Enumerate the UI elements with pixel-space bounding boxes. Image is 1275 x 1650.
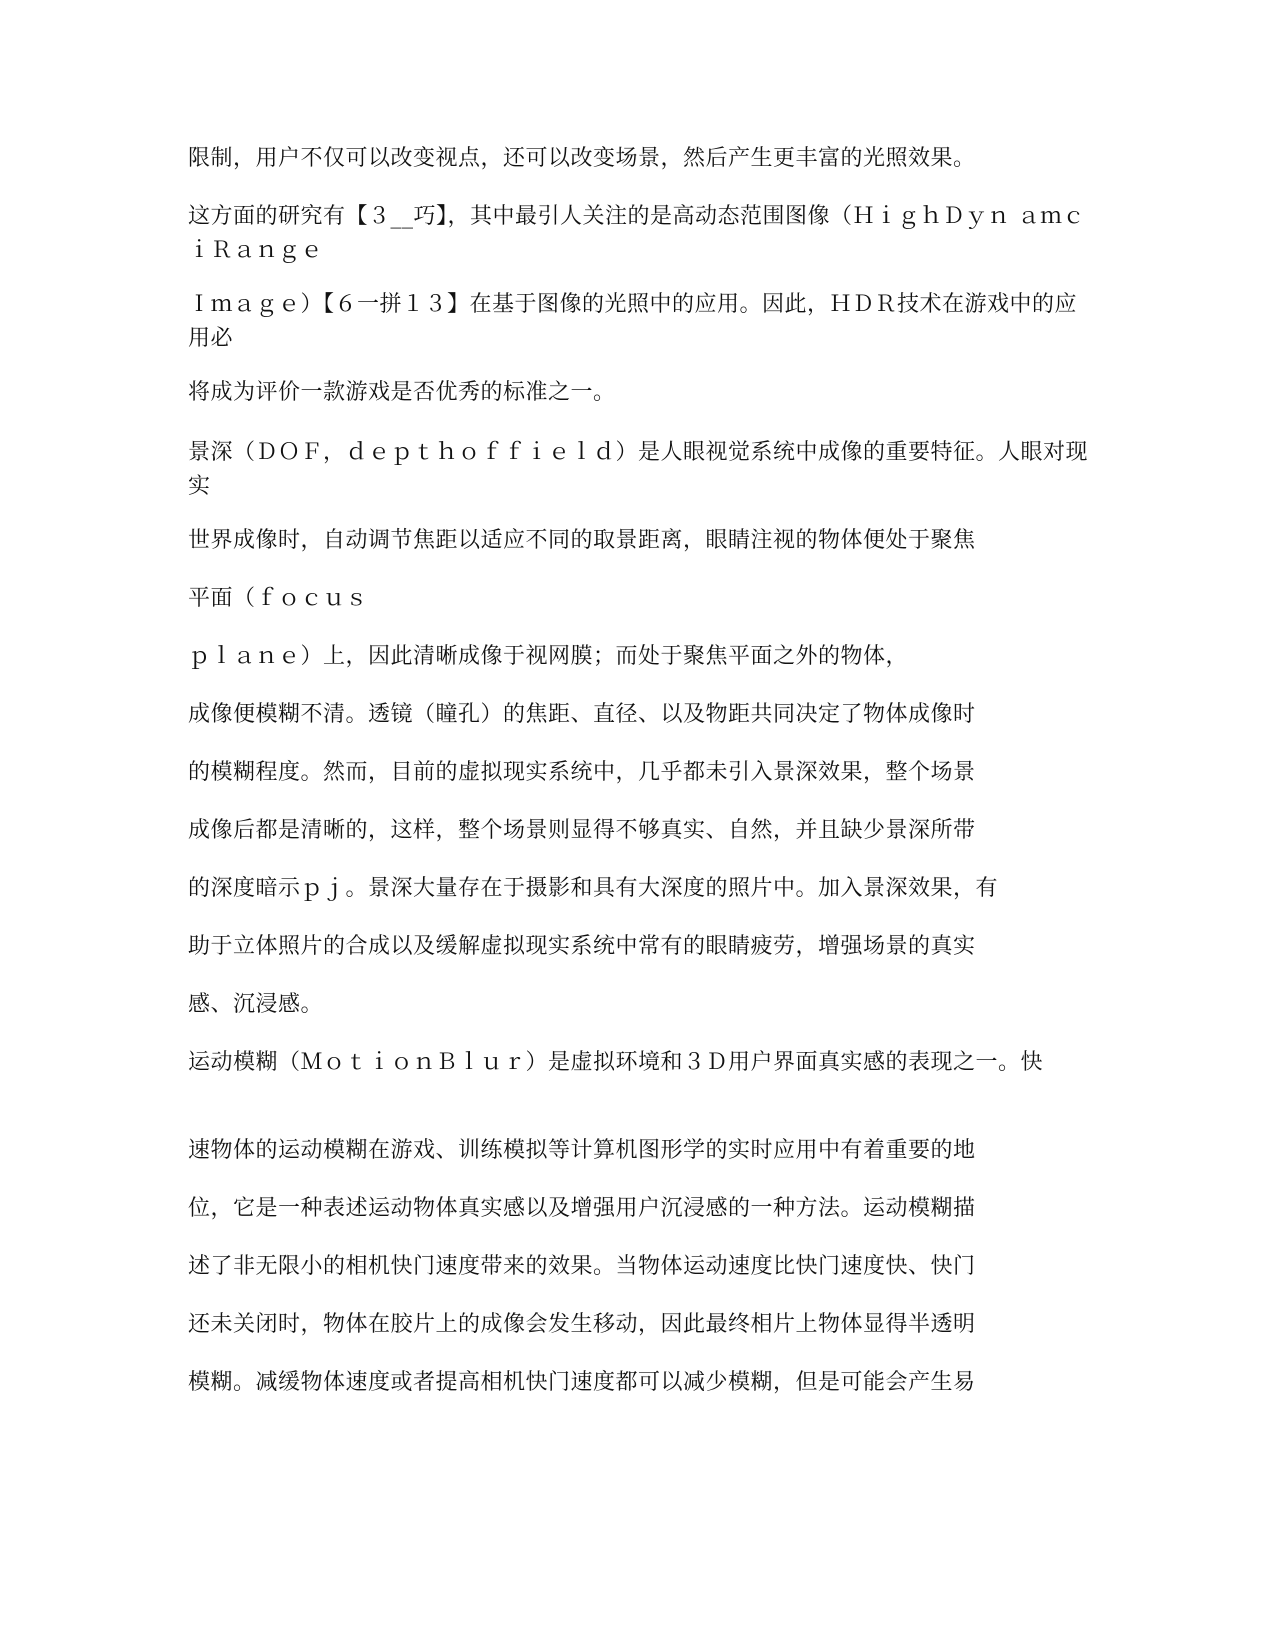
text-line: 速物体的运动模糊在游戏、训练模拟等计算机图形学的实时应用中有着重要的地: [188, 1138, 976, 1163]
text-line: 助于立体照片的合成以及缓解虚拟现实系统中常有的眼睛疲劳，增强场景的真实: [188, 934, 976, 959]
text-line: 平面（ｆｏｃｕｓ: [188, 586, 369, 611]
text-line: 成像后都是清晰的，这样，整个场景则显得不够真实、自然，并且缺少景深所带: [188, 818, 976, 843]
text-line: 这方面的研究有【３__巧】，其中最引人关注的是高动态范围图像（ＨｉｇｈＤｙｎ ａｍｃｉＲａｎｇｅ: [188, 204, 1085, 263]
text-line: 感、沉浸感。: [188, 992, 324, 1017]
text-line: 景深（ＤＯＦ，ｄｅｐｔｈｏｆｆｉｅｌｄ）是人眼视觉系统中成像的重要特征。人眼对现实: [188, 440, 1089, 499]
text-line: 位，它是一种表述运动物体真实感以及增强用户沉浸感的一种方法。运动模糊描: [188, 1196, 976, 1221]
text-line: 的模糊程度。然而，目前的虚拟现实系统中，几乎都未引入景深效果，整个场景: [188, 760, 976, 785]
text-line: 成像便模糊不清。透镜（瞳孔）的焦距、直径、以及物距共同决定了物体成像时: [188, 702, 976, 727]
text-line: 限制，用户不仅可以改变视点，还可以改变场景，然后产生更丰富的光照效果。: [188, 146, 976, 171]
text-line: 世界成像时，自动调节焦距以适应不同的取景距离，眼睛注视的物体便处于聚焦: [188, 528, 976, 553]
text-line: 还未关闭时，物体在胶片上的成像会发生移动，因此最终相片上物体显得半透明: [188, 1312, 976, 1337]
text-line: 将成为评价一款游戏是否优秀的标准之一。: [188, 380, 616, 405]
text-line: 运动模糊（ＭｏｔｉｏｎＢｌｕｒ）是虚拟环境和３Ｄ用户界面真实感的表现之一。快: [188, 1050, 1044, 1075]
text-line: 述了非无限小的相机快门速度带来的效果。当物体运动速度比快门速度快、快门: [188, 1254, 976, 1279]
text-line: 的深度暗示ｐｊ。景深大量存在于摄影和具有大深度的照片中。加入景深效果，有: [188, 876, 999, 901]
text-line: Ｉｍａｇｅ）【６一拼１３】在基于图像的光照中的应用。因此，ＨＤＲ技术在游戏中的应用必: [188, 292, 1078, 351]
text-line: 模糊。减缓物体速度或者提高相机快门速度都可以减少模糊，但是可能会产生易: [188, 1370, 976, 1395]
text-line: ｐｌａｎｅ）上，因此清晰成像于视网膜；而处于聚焦平面之外的物体，: [188, 644, 909, 669]
